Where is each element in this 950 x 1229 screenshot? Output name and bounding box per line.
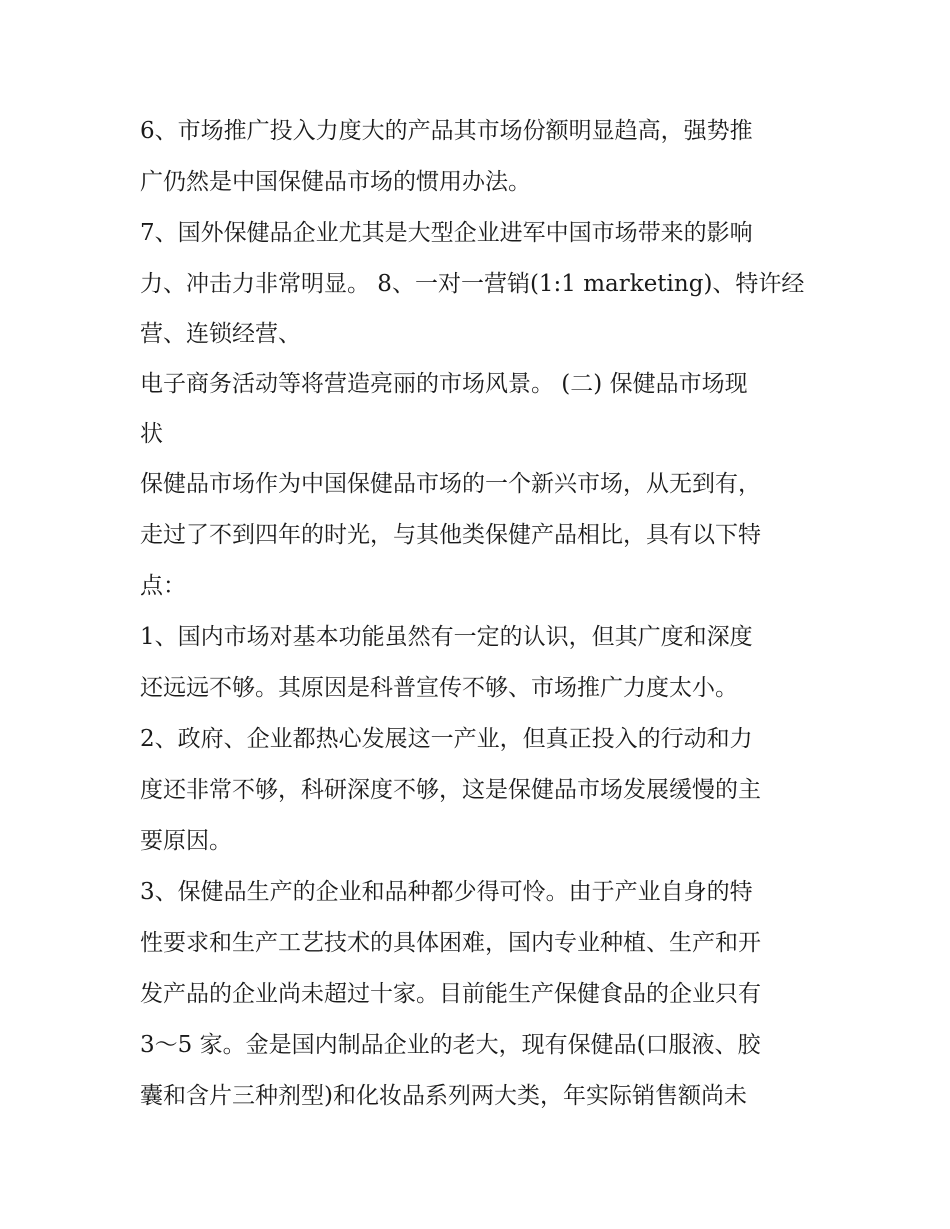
text-line: 力、冲击力非常明显。 8、一对一营销(1:1 marketing)、特许经	[140, 271, 805, 297]
text-line: 1、国内市场对基本功能虽然有一定的认识，但其广度和深度	[140, 624, 753, 650]
text-line: 还远远不够。其原因是科普宣传不够、市场推广力度太小。	[140, 675, 738, 701]
text-line: 状	[140, 421, 163, 447]
text-line: 度还非常不够，科研深度不够，这是保健品市场发展缓慢的主	[140, 777, 761, 803]
text-line: 走过了不到四年的时光，与其他类保健产品相比，具有以下特	[140, 522, 761, 548]
text-line: 保健品市场作为中国保健品市场的一个新兴市场，从无到有，	[140, 471, 761, 497]
text-line: 性要求和生产工艺技术的具体困难，国内专业种植、生产和开	[140, 930, 761, 956]
text-line: 3、保健品生产的企业和品种都少得可怜。由于产业自身的特	[140, 879, 753, 905]
text-line: 广仍然是中国保健品市场的惯用办法。	[140, 169, 531, 195]
text-line: 营、连锁经营、	[140, 321, 301, 347]
text-line: 发产品的企业尚未超过十家。目前能生产保健食品的企业只有	[140, 981, 761, 1007]
text-line: 6、市场推广投入力度大的产品其市场份额明显趋高，强势推	[140, 118, 753, 144]
body-text	[140, 106, 820, 1122]
text-line: 点：	[140, 573, 186, 599]
text-line: 7、国外保健品企业尤其是大型企业进军中国市场带来的影响	[140, 220, 753, 246]
text-line: 3～5 家。金是国内制品企业的老大，现有保健品(口服液、胶	[140, 1032, 761, 1058]
text-line: 囊和含片三种剂型)和化妆品系列两大类，年实际销售额尚未	[140, 1083, 747, 1109]
text-line: 要原因。	[140, 828, 232, 854]
text-line: 电子商务活动等将营造亮丽的市场风景。 (二) 保健品市场现	[140, 371, 748, 397]
text-line: 2、政府、企业都热心发展这一产业，但真正投入的行动和力	[140, 726, 753, 752]
